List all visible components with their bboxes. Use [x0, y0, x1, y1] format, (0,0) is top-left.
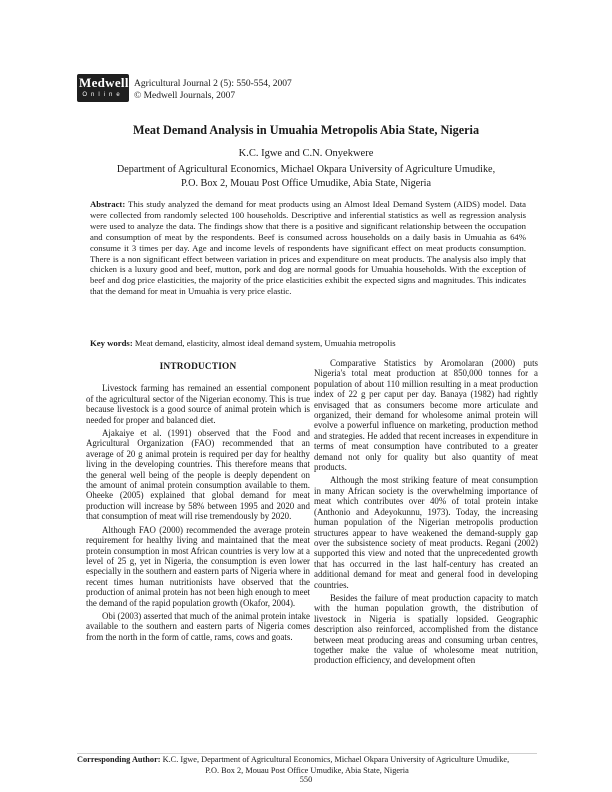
abstract-text: This study analyzed the demand for meat products using an Almost Ideal Demand System (AIDS) model. Data were collected from randomly selected 100 households. Descriptive and inferential statistics as well as regression analysis were used to analyze the data. The findings show that there is a positive and significant relationship between the occupation and consumption of meat by the respondents. Beef is consumed across households on a daily basis in Umuahia as 64% consume it 3 times per day. Age and income levels of respondents have significant effect on meat products consumption. There is a non significant effect between variation in prices and expenditure on meat products. The analysis also imply that chicken is a luxury good and beef, mutton, pork and dog are normal goods for Umuahia households. With the exception of beef and dog price elasticities, the majority of the price elasticities exhibit the expected signs and magnitudes. This indicates that the demand for meat in Umuahia is very price elastic. [90, 199, 526, 297]
abstract [90, 199, 526, 297]
affiliation-line-1: Department of Agricultural Economics, Michael Okpara University of Agriculture Umudike, [116, 164, 496, 175]
body-paragraph: Obi (2003) asserted that much of the animal protein intake available to the southern and eastern parts of Nigeria comes from the north in the form of cattle, rams, cows and goats. [86, 610, 310, 642]
paper-title: Meat Demand Analysis in Umuahia Metropolis Abia State, Nigeria [132, 123, 480, 137]
keywords-text: Meat demand, elasticity, almost ideal demand system, Umuahia metropolis [134, 338, 396, 348]
journal-info [134, 78, 292, 102]
logo-subtitle: Online [82, 92, 124, 98]
corresponding-line-1: K.C. Igwe, Department of Agricultural Economics, Michael Okpara University of Agriculture Umudike, [162, 755, 510, 764]
body-paragraph: Comparative Statistics by Aromolaran (2000) puts Nigeria's total meat production at 850,000 tonnes for a population of about 110 million resulting in a meat production index of 22 g per caput per day. Banaya (1982) had rightly envisaged that as consumers become more articulate and organized, their demand for wholesome animal protein will evolve a powerful influence on marketing, production method and strategies. He added that recent increases in expenditure in terms of meat consumption have contributed to a greater demand not only for quality but also quantity of meat products. [314, 358, 538, 473]
body-paragraph: Although FAO (2000) recommended the average protein requirement for healthy living and maintained that the meat protein consumption in most African countries is very low at a level of 25 g, yet in Nigeria, the consumption is even lower especially in the southern and eastern parts of Nigeria where in recent times human nutritionists have observed that the production of animal protein has not been high enough to meet the demand of the rapid population growth (Okafor, 2004). [86, 524, 310, 608]
abstract-label: Abstract: [90, 199, 126, 209]
corresponding-label: Corresponding Author: [77, 755, 161, 764]
left-column [86, 358, 310, 645]
page-number: 550 [299, 775, 313, 784]
affiliation-line-2: P.O. Box 2, Mouau Post Office Umudike, Abia State, Nigeria [181, 178, 431, 189]
journal-logo [77, 74, 129, 102]
corresponding-author [77, 753, 537, 776]
corresponding-line-2: P.O. Box 2, Mouau Post Office Umudike, Abia State, Nigeria [205, 765, 409, 775]
body-paragraph: Although the most striking feature of meat consumption in many African society is the overwhelming importance of meat which contributes over 40% of total protein intake (Anthonio and Adeyokunnu, 1973). Today, the increasing human population of the Nigerian metropolis production structures appear to have weakened the demand-supply gap over the subsistence society of meat products. Regani (2002) supported this view and noted that the unprecedented growth that has occurred in the last half-century has created an additional demand for meat and general food in developing countries. [314, 475, 538, 590]
logo-wordmark: Medwell [79, 75, 129, 90]
body-paragraph: Ajakaiye et al. (1991) observed that the Food and Agricultural Organization (FAO) recommended that an average of 20 g animal protein is required per day for healthy living in the developing countries. This therefore means that the general well being of the people is deeply dependent on the amount of animal protein consumption available to them. Oheeke (2005) explained that global demand for meat production will increase by 58% between 1995 and 2020 and that consumption of meat will rise tremendously by 2020. [86, 428, 310, 522]
body-paragraph: Besides the failure of meat production capacity to match with the human population growth, the distribution of livestock in Nigeria is spatially lopsided. Geographic description also reinforced, accomplished from the distance between meat producing areas and consuming urban centres, together make the value of wholesome meat nutrition, production efficiency, and development often [314, 592, 538, 666]
body-paragraph: Livestock farming has remained an essential component of the agricultural sector of the Nigerian economy. This is true because livestock is a good source of animal protein which is needed for proper and balanced diet. [86, 383, 310, 425]
author-list: K.C. Igwe and C.N. Onyekwere [238, 148, 374, 159]
keywords-label: Key words: [90, 338, 133, 348]
section-heading-introduction: INTRODUCTION [159, 362, 237, 372]
right-column [314, 358, 538, 669]
keywords [90, 338, 526, 349]
journal-copyright: © Medwell Journals, 2007 [134, 91, 236, 101]
journal-citation: Agricultural Journal 2 (5): 550-554, 2007 [134, 79, 292, 89]
